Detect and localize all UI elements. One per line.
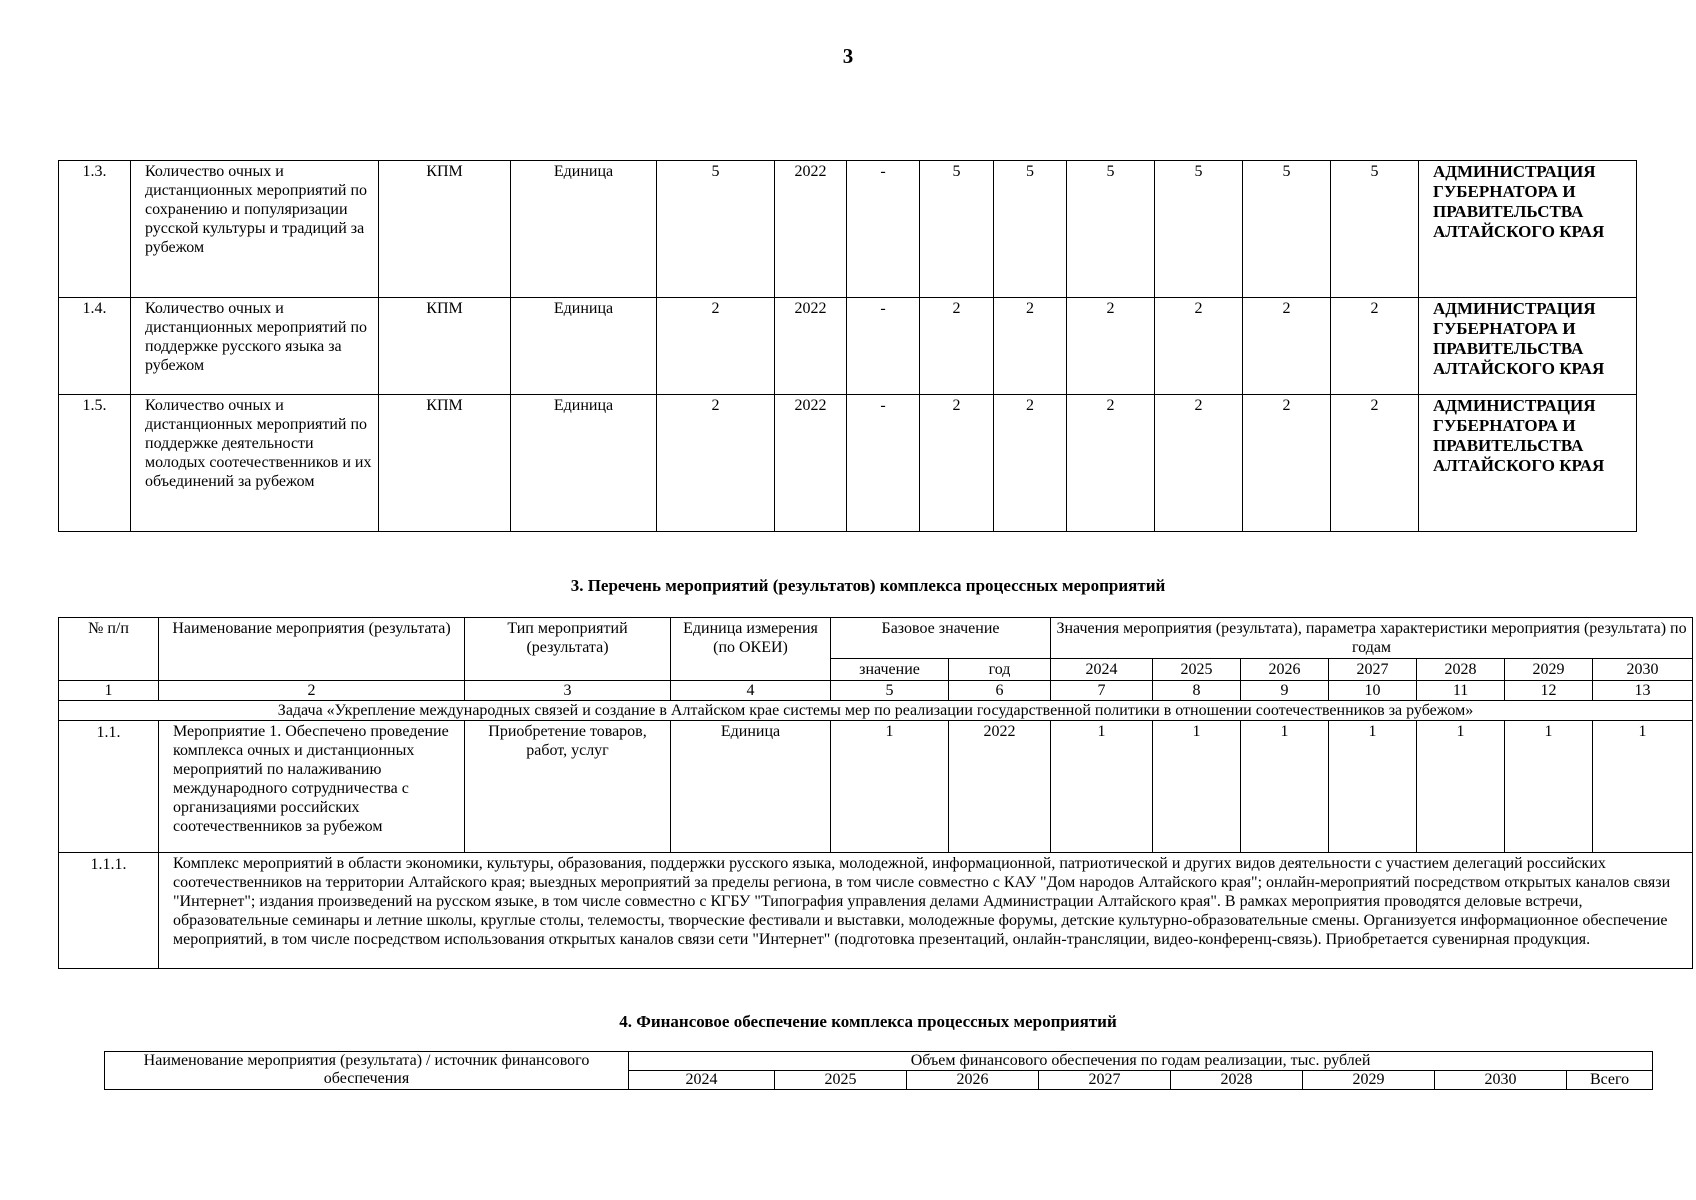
column-number: 9 (1241, 681, 1329, 701)
section-3-title: 3. Перечень мероприятий (результатов) комплекса процессных мероприятий (570, 576, 1166, 595)
base-value: 2 (657, 298, 775, 395)
header-year: 2026 (1241, 659, 1329, 681)
column-number: 3 (465, 681, 671, 701)
base-year: 2022 (775, 161, 847, 298)
indicator-name: Количество очных и дистанционных мероприятий по поддержке русского языка за рубежом (131, 298, 379, 395)
page-number: 3 (842, 44, 854, 68)
dash-cell: - (847, 161, 920, 298)
value-cell: 1 (1417, 721, 1505, 853)
row-number: 1.3. (59, 161, 131, 298)
header-year: 2028 (1171, 1071, 1303, 1090)
column-number: 11 (1417, 681, 1505, 701)
value-cell: 2 (920, 298, 994, 395)
activity-type: Приобретение товаров, работ, услуг (465, 721, 671, 853)
column-number: 5 (831, 681, 949, 701)
activity-unit: Единица (671, 721, 831, 853)
dash-cell: - (847, 298, 920, 395)
base-year: 2022 (949, 721, 1051, 853)
indicators-table-continuation (58, 160, 1637, 532)
value-cell: 2 (1067, 395, 1155, 532)
column-number: 8 (1153, 681, 1241, 701)
value-cell: 5 (994, 161, 1067, 298)
table-header-row (105, 1052, 1653, 1071)
column-number: 13 (1593, 681, 1693, 701)
header-volume: Объем финансового обеспечения по годам реализации, тыс. рублей (629, 1052, 1653, 1071)
value-cell: 5 (1243, 161, 1331, 298)
header-base-value: значение (831, 659, 949, 681)
value-cell: 2 (994, 298, 1067, 395)
value-cell: 2 (920, 395, 994, 532)
header-year: 2025 (1153, 659, 1241, 681)
indicator-name: Количество очных и дистанционных мероприятий по поддержке деятельности молодых соотечественников и их объединений за рубежом (131, 395, 379, 532)
header-base-year: год (949, 659, 1051, 681)
table-row (59, 853, 1693, 969)
value-cell: 2 (1155, 298, 1243, 395)
header-year: 2027 (1329, 659, 1417, 681)
header-type: Тип мероприятий (результата) (465, 618, 671, 681)
responsible-org: АДМИНИСТРАЦИЯ ГУБЕРНАТОРА И ПРАВИТЕЛЬСТВА АЛТАЙСКОГО КРАЯ (1419, 161, 1637, 298)
row-number: 1.1. (59, 721, 159, 853)
value-cell: 5 (1067, 161, 1155, 298)
column-number: 7 (1051, 681, 1153, 701)
value-cell: 2 (1243, 395, 1331, 532)
value-cell: 1 (1505, 721, 1593, 853)
value-cell: 1 (1051, 721, 1153, 853)
base-value: 2 (657, 395, 775, 532)
value-cell: 2 (1243, 298, 1331, 395)
activity-name: Мероприятие 1. Обеспечено проведение комплекса очных и дистанционных мероприятий по налаживанию международного сотрудничества с организациями российских соотечественников за рубежом (159, 721, 465, 853)
header-year: 2029 (1505, 659, 1593, 681)
column-number: 10 (1329, 681, 1417, 701)
activities-table (58, 617, 1693, 969)
dash-cell: - (847, 395, 920, 532)
value-cell: 1 (1241, 721, 1329, 853)
header-num: № п/п (59, 618, 159, 681)
value-cell: 1 (1329, 721, 1417, 853)
header-year: 2024 (1051, 659, 1153, 681)
value-cell: 1 (1593, 721, 1693, 853)
column-number: 12 (1505, 681, 1593, 701)
section-4-title: 4. Финансовое обеспечение комплекса процессных мероприятий (619, 1012, 1117, 1031)
header-year: 2028 (1417, 659, 1505, 681)
header-year: 2029 (1303, 1071, 1435, 1090)
table-row (59, 721, 1693, 853)
value-cell: 2 (1331, 395, 1419, 532)
responsible-org: АДМИНИСТРАЦИЯ ГУБЕРНАТОРА И ПРАВИТЕЛЬСТВА АЛТАЙСКОГО КРАЯ (1419, 395, 1637, 532)
financing-table (104, 1051, 1653, 1090)
value-cell: 2 (1067, 298, 1155, 395)
table-row (59, 161, 1637, 298)
column-number: 6 (949, 681, 1051, 701)
value-cell: 2 (1155, 395, 1243, 532)
header-unit: Единица измерения (по ОКЕИ) (671, 618, 831, 681)
header-total: Всего (1567, 1071, 1653, 1090)
header-year: 2026 (907, 1071, 1039, 1090)
task-text: Задача «Укрепление международных связей и создание в Алтайском крае системы мер по реализации государственной политики в отношении соотечественников за рубежом» (59, 701, 1693, 721)
value-cell: 5 (1155, 161, 1243, 298)
header-year: 2024 (629, 1071, 775, 1090)
value-cell: 5 (1331, 161, 1419, 298)
indicator-type: КПМ (379, 298, 511, 395)
indicator-type: КПМ (379, 161, 511, 298)
value-cell: 5 (920, 161, 994, 298)
header-base: Базовое значение (831, 618, 1051, 659)
column-number: 1 (59, 681, 159, 701)
task-row (59, 701, 1693, 721)
base-year: 2022 (775, 298, 847, 395)
indicator-unit: Единица (511, 395, 657, 532)
header-year: 2030 (1593, 659, 1693, 681)
header-year: 2030 (1435, 1071, 1567, 1090)
base-value: 5 (657, 161, 775, 298)
activity-description: Комплекс мероприятий в области экономики, культуры, образования, поддержки русского языка, молодежной, информационной, патриотической и других видов деятельности с участием делегаций российских соотечественников на территории Алтайского края; выездных мероприятий за пределы региона, в том числе совместно с КАУ "Дом народов Алтайского края"; онлайн-мероприятий посредством открытых каналов связи "Интернет"; издания произведений на русском языке, в том числе совместно с КГБУ "Типография управления делами Администрации Алтайского края". В рамках мероприятия проводятся деловые встречи, образовательные семинары и летние школы, круглые столы, телемосты, творческие фестивали и выставки, молодежные форумы, детские культурно-образовательные смены. Организуется информационное обеспечение мероприятий, в том числе посредством использования открытых каналов связи сети "Интернет" (подготовка презентаций, онлайн-трансляции, видео-конференц-связь). Приобретается сувенирная продукция. (159, 853, 1693, 969)
column-number: 2 (159, 681, 465, 701)
header-year: 2027 (1039, 1071, 1171, 1090)
column-numbers-row (59, 681, 1693, 701)
row-number: 1.1.1. (59, 853, 159, 969)
indicator-type: КПМ (379, 395, 511, 532)
indicator-unit: Единица (511, 161, 657, 298)
base-year: 2022 (775, 395, 847, 532)
value-cell: 2 (1331, 298, 1419, 395)
row-number: 1.5. (59, 395, 131, 532)
header-name-source: Наименование мероприятия (результата) / источник финансового обеспечения (105, 1052, 629, 1090)
indicator-unit: Единица (511, 298, 657, 395)
column-number: 4 (671, 681, 831, 701)
header-name: Наименование мероприятия (результата) (159, 618, 465, 681)
header-year: 2025 (775, 1071, 907, 1090)
table-header-row (59, 618, 1693, 659)
base-value: 1 (831, 721, 949, 853)
responsible-org: АДМИНИСТРАЦИЯ ГУБЕРНАТОРА И ПРАВИТЕЛЬСТВА АЛТАЙСКОГО КРАЯ (1419, 298, 1637, 395)
header-values: Значения мероприятия (результата), параметра характеристики мероприятия (результата) по годам (1051, 618, 1693, 659)
indicator-name: Количество очных и дистанционных мероприятий по сохранению и популяризации русской культуры и традиций за рубежом (131, 161, 379, 298)
table-row (59, 298, 1637, 395)
value-cell: 2 (994, 395, 1067, 532)
value-cell: 1 (1153, 721, 1241, 853)
table-row (59, 395, 1637, 532)
row-number: 1.4. (59, 298, 131, 395)
